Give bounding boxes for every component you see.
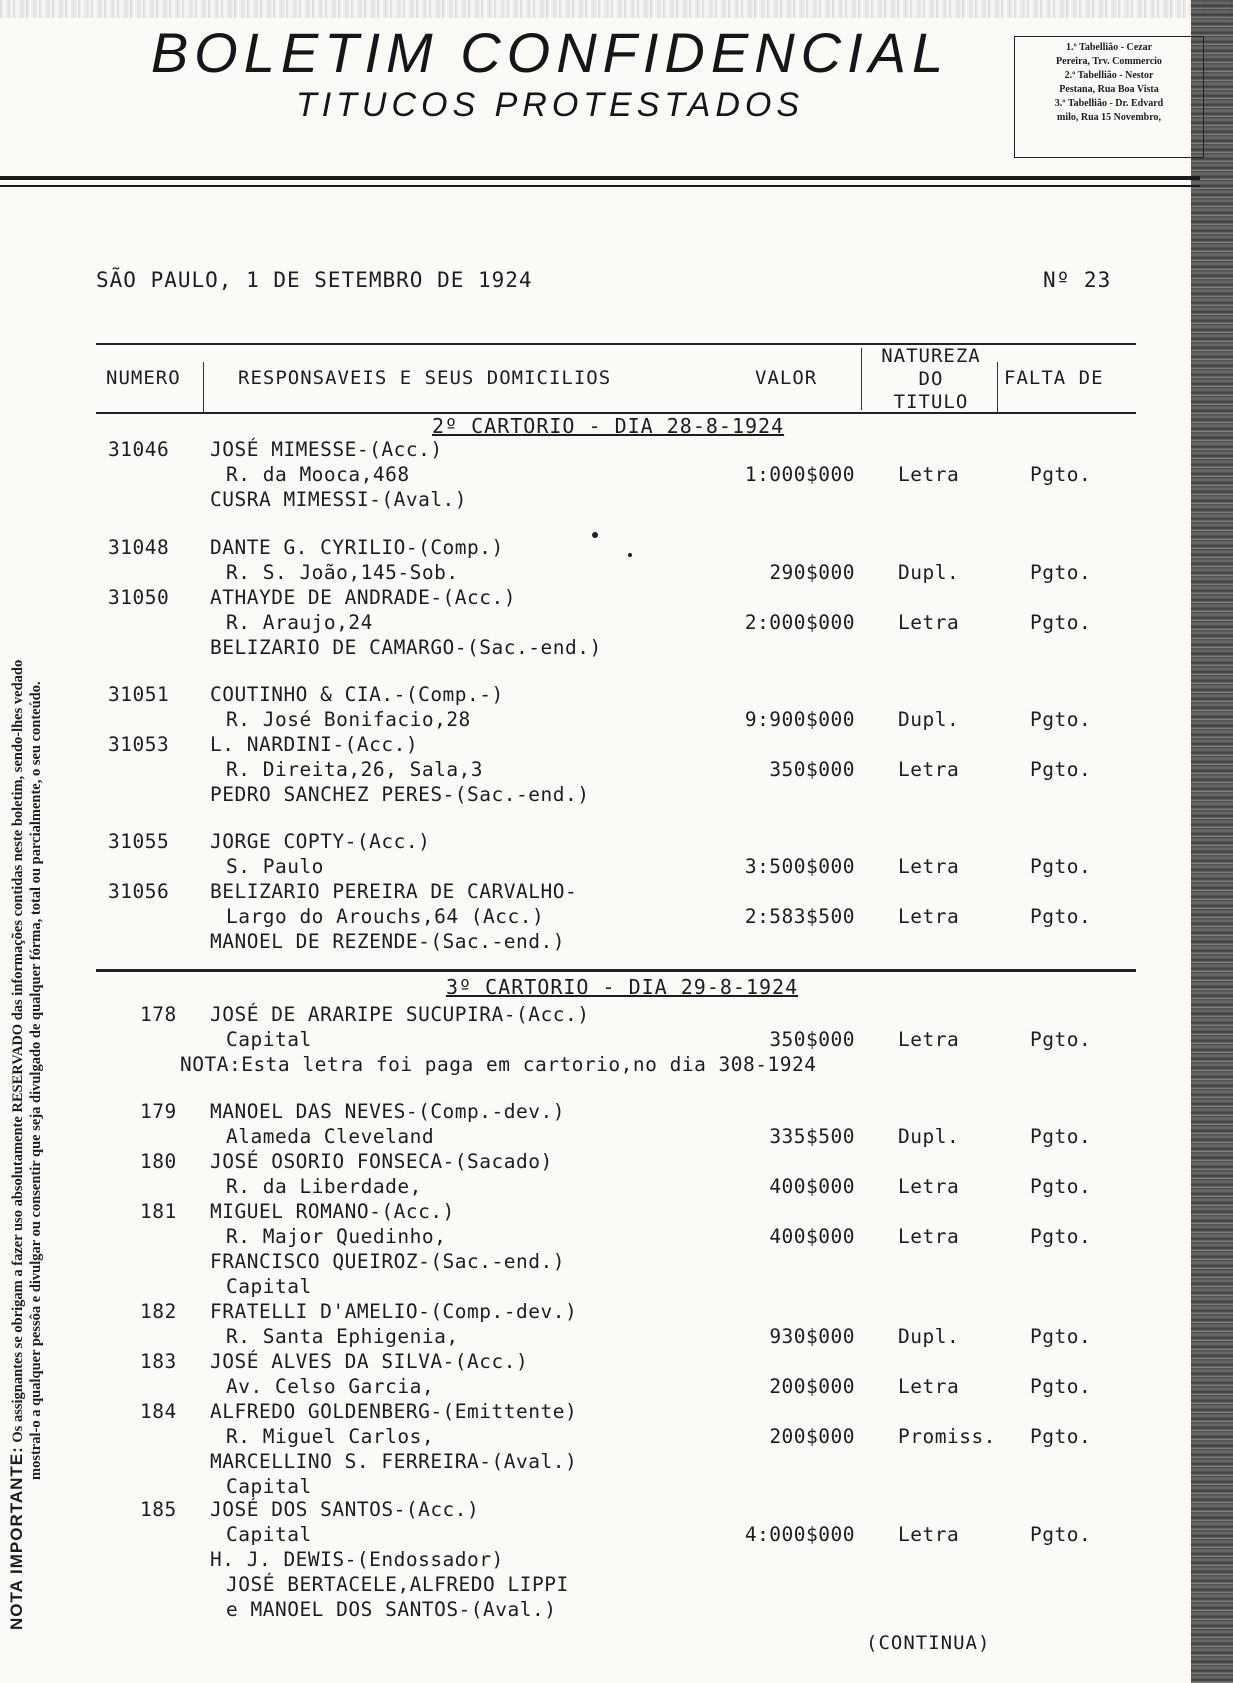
entry-number: 181 (140, 1200, 177, 1223)
entry-name: PEDRO SANCHEZ PERES-(Sac.-end.) (210, 783, 590, 806)
entry-number: 184 (140, 1400, 177, 1423)
tabeliao-line: milo, Rua 15 Novembro, (1057, 112, 1161, 123)
entry-name: JORGE COPTY-(Acc.) (210, 830, 431, 853)
entry-name: JOSÉ DE ARARIPE SUCUPIRA-(Acc.) (210, 1003, 590, 1026)
entry-name: FRANCISCO QUEIROZ-(Sac.-end.) (210, 1250, 565, 1273)
entry-natureza: Dupl. (898, 1125, 960, 1148)
side-note-line-1: Os assignantes se obrigam a fazer uso absolutamente RESERVADO das informações contidas neste boletim, sendo-lhes vedado (10, 659, 26, 1443)
entry-valor: 1:000$000 (744, 463, 855, 486)
entry-valor: 200$000 (769, 1425, 855, 1448)
entry-natureza: Letra (898, 611, 960, 634)
ink-speck (628, 553, 632, 557)
dateline: SÃO PAULO, 1 DE SETEMBRO DE 1924 (96, 268, 533, 292)
tabeliao-line: Pestana, Rua Boa Vista (1059, 84, 1159, 95)
entry-name: JOSÉ MIMESSE-(Acc.) (210, 438, 443, 461)
scan-top-edge (0, 0, 1233, 18)
entry-name: MANOEL DAS NEVES-(Comp.-dev.) (210, 1100, 565, 1123)
column-divider (997, 362, 998, 412)
entry-name: R. da Mooca,468 (226, 463, 410, 486)
entry-number: 185 (140, 1498, 177, 1521)
entry-name: R. da Liberdade, (226, 1175, 422, 1198)
entry-valor: 400$000 (769, 1175, 855, 1198)
entry-name: R. Direita,26, Sala,3 (226, 758, 484, 781)
entry-natureza: Letra (898, 855, 960, 878)
side-note-line-2: mostral-o a qualquer pessôa e divulgar ou consentir que seja divulgado de qualquer fórma, total ou parcialmente, o seu conteúdo. (28, 681, 44, 1480)
entry-valor: 400$000 (769, 1225, 855, 1248)
entry-falta: Pgto. (1030, 1325, 1092, 1348)
entry-valor: 2:583$500 (744, 905, 855, 928)
side-note-label: NOTA IMPORTANTE: (7, 1446, 26, 1630)
page-subtitle: TITUCOS PROTESTADOS (295, 86, 805, 124)
entry-name: L. NARDINI-(Acc.) (210, 733, 419, 756)
page-title: BOLETIM CONFIDENCIAL (150, 21, 950, 84)
entry-natureza: Dupl. (898, 561, 960, 584)
entry-name: MIGUEL ROMANO-(Acc.) (210, 1200, 455, 1223)
entry-name: DANTE G. CYRILIO-(Comp.) (210, 536, 504, 559)
entry-valor: 200$000 (769, 1375, 855, 1398)
entry-valor: 9:900$000 (744, 708, 855, 731)
entry-name: S. Paulo (226, 855, 324, 878)
entry-falta: Pgto. (1030, 1375, 1092, 1398)
entry-name: JOSÉ DOS SANTOS-(Acc.) (210, 1498, 480, 1521)
entry-valor: 350$000 (769, 1028, 855, 1051)
entry-name: e MANOEL DOS SANTOS-(Aval.) (226, 1598, 557, 1621)
entry-name: COUTINHO & CIA.-(Comp.-) (210, 683, 504, 706)
entry-natureza: Dupl. (898, 708, 960, 731)
entry-name: R. Major Quedinho, (226, 1225, 447, 1248)
entry-falta: Pgto. (1030, 1225, 1092, 1248)
entry-name: BELIZARIO PEREIRA DE CARVALHO- (210, 880, 578, 903)
entry-valor: 4:000$000 (744, 1523, 855, 1546)
col-header-natureza-line: NATUREZA (881, 345, 981, 367)
entry-number: 31048 (108, 536, 170, 559)
entry-valor: 290$000 (769, 561, 855, 584)
tabeliao-line: 3.º Tabellião - Dr. Edvard (1054, 98, 1164, 109)
entry-falta: Pgto. (1030, 1175, 1092, 1198)
column-divider (203, 362, 204, 412)
col-header-natureza-line: TITULO (893, 391, 969, 413)
entry-name: Av. Celso Garcia, (226, 1375, 435, 1398)
entry-name: JOSÉ ALVES DA SILVA-(Acc.) (210, 1350, 529, 1373)
col-header-numero: NUMERO (106, 367, 181, 389)
entry-name: Largo do Arouchs,64 (Acc.) (226, 905, 545, 928)
column-divider (861, 348, 862, 410)
entry-valor: 350$000 (769, 758, 855, 781)
section-rule (96, 969, 1136, 972)
entry-name: R. Santa Ephigenia, (226, 1325, 459, 1348)
entry-number: 180 (140, 1150, 177, 1173)
entry-name: ATHAYDE DE ANDRADE-(Acc.) (210, 586, 516, 609)
entry-name: R. José Bonifacio,28 (226, 708, 471, 731)
entry-name: BELIZARIO DE CAMARGO-(Sac.-end.) (210, 636, 602, 659)
section-title-2-cartorio: 2º CARTORIO - DIA 28-8-1924 (432, 414, 785, 438)
entry-natureza: Dupl. (898, 1325, 960, 1348)
entry-name: FRATELLI D'AMELIO-(Comp.-dev.) (210, 1300, 578, 1323)
entry-falta: Pgto. (1030, 708, 1092, 731)
entry-natureza: Letra (898, 1028, 960, 1051)
entry-falta: Pgto. (1030, 463, 1092, 486)
entry-number: 182 (140, 1300, 177, 1323)
entry-name: R. Araujo,24 (226, 611, 373, 634)
entry-natureza: Letra (898, 758, 960, 781)
entry-name: ALFREDO GOLDENBERG-(Emittente) (210, 1400, 578, 1423)
entry-number: 183 (140, 1350, 177, 1373)
entry-name: Alameda Cleveland (226, 1125, 435, 1148)
entry-valor: 2:000$000 (744, 611, 855, 634)
entry-valor: 3:500$000 (744, 855, 855, 878)
entry-natureza: Letra (898, 1175, 960, 1198)
header-rule (0, 185, 1200, 187)
issue-number: Nº 23 (1043, 268, 1112, 292)
col-header-natureza (870, 345, 992, 414)
continua-label: (CONTINUA) (866, 1632, 991, 1654)
entry-falta: Pgto. (1030, 905, 1092, 928)
entry-number: 31056 (108, 880, 170, 903)
entry-name: Capital (226, 1275, 312, 1298)
col-header-responsaveis: RESPONSAVEIS E SEUS DOMICILIOS (238, 367, 612, 389)
entry-number: 31053 (108, 733, 170, 756)
entry-name: R. S. João,145-Sob. (226, 561, 459, 584)
entry-falta: Pgto. (1030, 1028, 1092, 1051)
entry-name: Capital (226, 1028, 312, 1051)
entry-valor: 930$000 (769, 1325, 855, 1348)
tabeliao-line: Pereira, Trv. Commercio (1056, 56, 1162, 67)
entry-number: 178 (140, 1003, 177, 1026)
entry-falta: Pgto. (1030, 758, 1092, 781)
col-header-valor: VALOR (755, 367, 818, 389)
entry-valor: 335$500 (769, 1125, 855, 1148)
entry-name: Capital (226, 1475, 312, 1498)
tabeliao-line: 1.º Tabellião - Cezar (1065, 42, 1153, 53)
entry-natureza: Letra (898, 905, 960, 928)
side-note (8, 330, 68, 1630)
scan-right-edge (1191, 0, 1233, 1683)
entry-name: JOSÉ OSORIO FONSECA-(Sacado) (210, 1150, 553, 1173)
entry-name: CUSRA MIMESSI-(Aval.) (210, 488, 468, 511)
entry-number: 31055 (108, 830, 170, 853)
header-rule (0, 176, 1200, 180)
entry-falta: Pgto. (1030, 1425, 1092, 1448)
entry-natureza: Letra (898, 1523, 960, 1546)
entry-name: R. Miguel Carlos, (226, 1425, 435, 1448)
entry-name: H. J. DEWIS-(Endossador) (210, 1548, 504, 1571)
col-header-falta: FALTA DE (1004, 367, 1104, 389)
entry-natureza: Letra (898, 1375, 960, 1398)
entry-number: 31046 (108, 438, 170, 461)
entry-name: MANOEL DE REZENDE-(Sac.-end.) (210, 930, 565, 953)
entry-name: NOTA:Esta letra foi paga em cartorio,no dia 308-1924 (180, 1053, 817, 1076)
ink-speck (592, 532, 598, 538)
entry-name: JOSÉ BERTACELE,ALFREDO LIPPI (226, 1573, 569, 1596)
section-title-3-cartorio: 3º CARTORIO - DIA 29-8-1924 (446, 975, 799, 999)
entry-number: 31051 (108, 683, 170, 706)
entry-falta: Pgto. (1030, 855, 1092, 878)
entry-falta: Pgto. (1030, 1523, 1092, 1546)
entry-number: 179 (140, 1100, 177, 1123)
entry-natureza: Letra (898, 1225, 960, 1248)
entry-natureza: Promiss. (898, 1425, 996, 1448)
tabeliao-line: 2.º Tabellião - Nestor (1064, 70, 1154, 81)
entry-number: 31050 (108, 586, 170, 609)
entry-name: Capital (226, 1523, 312, 1546)
entry-natureza: Letra (898, 463, 960, 486)
entry-falta: Pgto. (1030, 611, 1092, 634)
entry-falta: Pgto. (1030, 561, 1092, 584)
entry-name: MARCELLINO S. FERREIRA-(Aval.) (210, 1450, 578, 1473)
col-header-natureza-line: DO (918, 368, 944, 390)
entry-falta: Pgto. (1030, 1125, 1092, 1148)
tabeliaes-box (1014, 36, 1204, 158)
